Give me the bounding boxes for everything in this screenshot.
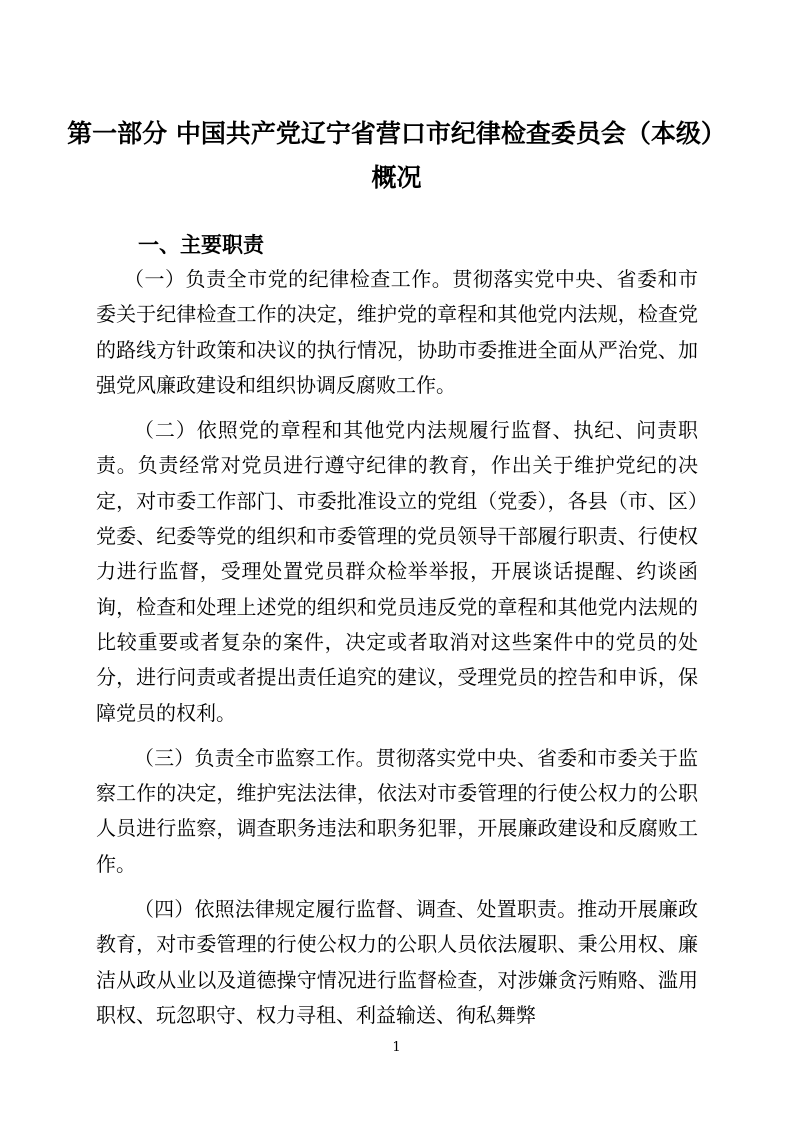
document-title bbox=[60, 112, 733, 200]
paragraph-4: （四）依照法律规定履行监督、调查、处置职责。推动开展廉政教育，对市委管理的行使公权力的公职人员依法履职、秉公用权、廉洁从政从业以及道德操守情况进行监督检查，对涉嫌贪污贿赂、滥用职权、玩忽职守、权力寻租、利益输送、徇私舞弊 bbox=[96, 897, 698, 1027]
page-number: 1 bbox=[392, 1040, 401, 1055]
document-body bbox=[96, 262, 698, 1043]
document-title-line-2: 概况 bbox=[371, 163, 422, 192]
section-heading: 一、主要职责 bbox=[138, 233, 264, 257]
paragraph-3: （三）负责全市监察工作。贯彻落实党中央、省委和市委关于监察工作的决定，维护宪法法律，依法对市委管理的行使公权力的公职人员进行监察，调查职务违法和职务犯罪，开展廉政建设和反腐败工作。 bbox=[96, 745, 698, 876]
paragraph-2: （二）依照党的章程和其他党内法规履行监督、执纪、问责职责。负责经常对党员进行遵守纪律的教育，作出关于维护党纪的决定，对市委工作部门、市委批准设立的党组（党委），各县（市、区）党委、纪委等党的组织和市委管理的党员领导干部履行职责、行使权力进行监督，受理处置党员群众检举举报，开展谈话提醒、约谈函询，检查和处理上述党的组织和党员违反党的章程和其他党内法规的比较重要或者复杂的案件，决定或者取消对这些案件中的党员的处分，进行问责或者提出责任追究的建议，受理党员的控告和申诉，保障党员的权利。 bbox=[96, 418, 698, 725]
paragraph-1: （一）负责全市党的纪律检查工作。贯彻落实党中央、省委和市委关于纪律检查工作的决定，维护党的章程和其他党内法规，检查党的路线方针政策和决议的执行情况，协助市委推进全面从严治党、加强党风廉政建设和组织协调反腐败工作。 bbox=[96, 267, 698, 397]
document-title-line-1: 第一部分 中国共产党辽宁省营口市纪律检查委员会（本级） bbox=[67, 119, 726, 148]
